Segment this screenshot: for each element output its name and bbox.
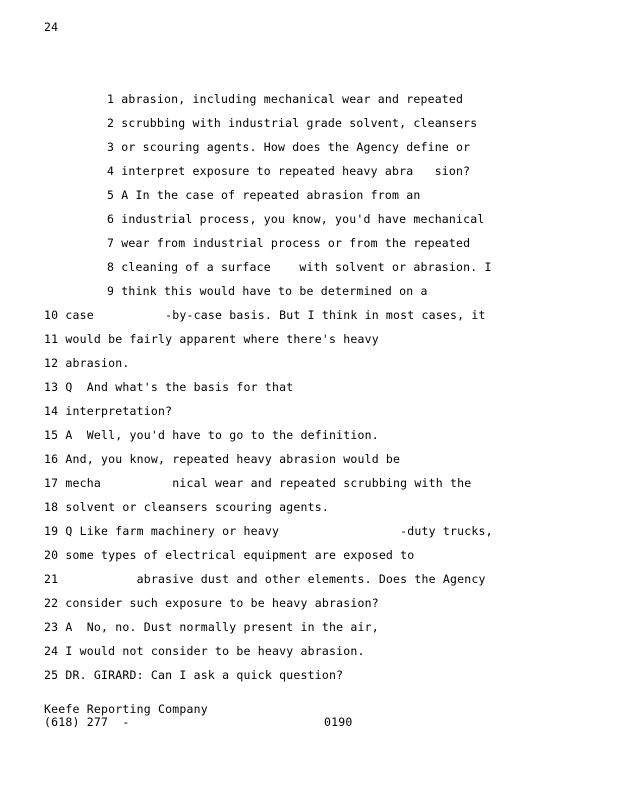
line-text: abrasion. <box>65 356 130 370</box>
line-number: 6 <box>107 212 115 226</box>
line-number: 11 <box>44 332 59 346</box>
line-text: A Well, you'd have to go to the definition. <box>65 428 379 442</box>
transcript-line <box>44 572 486 586</box>
line-text: case -by-case basis. But I think in most cases, it <box>65 308 486 322</box>
transcript-line <box>44 524 493 538</box>
transcript-line <box>107 236 470 250</box>
line-number: 25 <box>44 668 59 682</box>
line-text: some types of electrical equipment are exposed to <box>65 548 415 562</box>
line-text: wear from industrial process or from the repeated <box>121 236 471 250</box>
line-text: would be fairly apparent where there's heavy <box>65 332 379 346</box>
line-number: 19 <box>44 524 59 538</box>
line-number: 23 <box>44 620 59 634</box>
line-text: A No, no. Dust normally present in the air, <box>65 620 379 634</box>
line-number: 22 <box>44 596 59 610</box>
line-text: industrial process, you know, you'd have mechanical <box>121 212 485 226</box>
line-number: 18 <box>44 500 59 514</box>
page-number: 24 <box>44 20 59 34</box>
transcript-line <box>107 116 477 130</box>
transcript-line <box>107 188 420 202</box>
line-number: 14 <box>44 404 59 418</box>
line-text: I would not consider to be heavy abrasion. <box>65 644 365 658</box>
line-number: 13 <box>44 380 59 394</box>
transcript-line <box>44 548 414 562</box>
footer-code: 0190 <box>324 715 353 729</box>
line-text: abrasive dust and other elements. Does the Agency <box>65 572 486 586</box>
line-number: 8 <box>107 260 115 274</box>
line-text: solvent or cleansers scouring agents. <box>65 500 329 514</box>
transcript-line <box>44 404 172 418</box>
transcript-line <box>44 644 365 658</box>
line-number: 17 <box>44 476 59 490</box>
transcript-line <box>44 428 379 442</box>
line-text: DR. GIRARD: Can I ask a quick question? <box>65 668 344 682</box>
line-number: 21 <box>44 572 59 586</box>
transcript-line <box>44 452 400 466</box>
transcript-line <box>44 596 379 610</box>
line-number: 3 <box>107 140 115 154</box>
transcript-line <box>44 308 486 322</box>
line-text: interpretation? <box>65 404 173 418</box>
line-number: 15 <box>44 428 59 442</box>
line-text: abrasion, including mechanical wear and repeated <box>121 92 464 106</box>
line-number: 4 <box>107 164 115 178</box>
footer-phone: (618) 277 - <box>44 715 130 729</box>
transcript-line <box>107 284 428 298</box>
line-text: or scouring agents. How does the Agency define or <box>121 140 471 154</box>
line-number: 2 <box>107 116 115 130</box>
line-text: Q Like farm machinery or heavy -duty trucks, <box>65 524 493 538</box>
line-number: 7 <box>107 236 115 250</box>
line-text: mecha nical wear and repeated scrubbing with the <box>65 476 472 490</box>
line-number: 10 <box>44 308 59 322</box>
line-text: A In the case of repeated abrasion from an <box>121 188 421 202</box>
line-number: 24 <box>44 644 59 658</box>
transcript-line <box>44 620 379 634</box>
transcript-line <box>44 668 343 682</box>
line-text: interpret exposure to repeated heavy abra sion? <box>121 164 471 178</box>
transcript-line <box>107 260 492 274</box>
line-number: 20 <box>44 548 59 562</box>
transcript-line <box>107 92 463 106</box>
line-text: And, you know, repeated heavy abrasion would be <box>65 452 401 466</box>
transcript-line <box>44 500 329 514</box>
line-number: 9 <box>107 284 115 298</box>
transcript-line <box>44 476 471 490</box>
line-text: think this would have to be determined on a <box>121 284 428 298</box>
line-number: 5 <box>107 188 115 202</box>
line-text: Q And what's the basis for that <box>65 380 294 394</box>
transcript-line <box>107 212 485 226</box>
line-number: 1 <box>107 92 115 106</box>
transcript-line <box>107 164 470 178</box>
line-number: 12 <box>44 356 59 370</box>
transcript-line <box>44 380 293 394</box>
line-text: consider such exposure to be heavy abrasion? <box>65 596 379 610</box>
line-number: 16 <box>44 452 59 466</box>
transcript-line <box>107 140 470 154</box>
line-text: cleaning of a surface with solvent or abrasion. I <box>121 260 492 274</box>
transcript-line <box>44 332 379 346</box>
line-text: scrubbing with industrial grade solvent, cleansers <box>121 116 478 130</box>
footer-company: Keefe Reporting Company <box>44 702 208 716</box>
transcript-line <box>44 356 130 370</box>
